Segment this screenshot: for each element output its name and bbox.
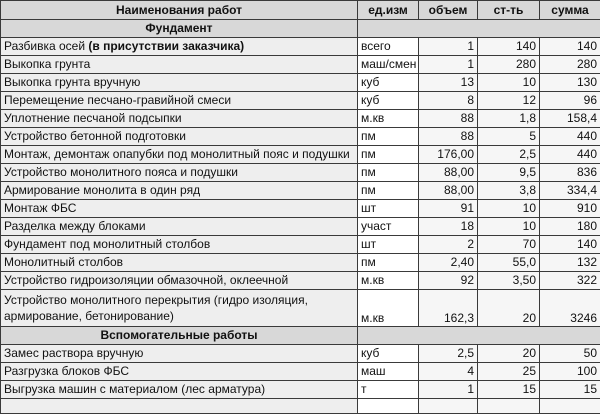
cell-work-name[interactable] xyxy=(1,164,358,182)
cell-price[interactable]: 1,8 xyxy=(478,110,540,128)
cell-sum[interactable]: 3246 xyxy=(540,290,600,327)
cell-price[interactable]: 280 xyxy=(478,56,540,74)
cell-price[interactable]: 140 xyxy=(478,38,540,56)
section-title[interactable]: Фундамент xyxy=(1,20,358,38)
cell-work-name[interactable] xyxy=(1,56,358,74)
cell-price[interactable]: 70 xyxy=(478,236,540,254)
table-row xyxy=(1,110,600,128)
work-name-text: Разгрузка блоков ФБС xyxy=(4,364,129,378)
cell-price[interactable] xyxy=(478,399,540,414)
cell-sum[interactable]: 322 xyxy=(540,272,600,290)
table-row xyxy=(1,345,600,363)
cell-work-name[interactable] xyxy=(1,290,358,327)
cell-sum[interactable]: 140 xyxy=(540,38,600,56)
cell-work-name[interactable] xyxy=(1,110,358,128)
section-title-filler[interactable] xyxy=(358,20,600,38)
table-body xyxy=(1,20,600,414)
cell-work-name[interactable] xyxy=(1,74,358,92)
cell-sum[interactable]: 180 xyxy=(540,218,600,236)
cell-sum[interactable]: 440 xyxy=(540,146,600,164)
table-row xyxy=(1,290,600,327)
cell-price[interactable]: 5 xyxy=(478,128,540,146)
cell-volume[interactable]: 13 xyxy=(419,74,478,92)
table-row xyxy=(1,399,600,414)
cell-volume[interactable]: 8 xyxy=(419,92,478,110)
cell-unit[interactable]: шт xyxy=(358,200,419,218)
table-row xyxy=(1,56,600,74)
table-row xyxy=(1,381,600,399)
cell-work-name[interactable] xyxy=(1,146,358,164)
header-price[interactable]: ст-ть xyxy=(478,1,540,20)
cell-work-name[interactable] xyxy=(1,182,358,200)
cell-sum[interactable]: 130 xyxy=(540,74,600,92)
work-name-text: Монтаж ФБС xyxy=(4,201,76,215)
cell-sum[interactable]: 158,4 xyxy=(540,110,600,128)
header-volume[interactable]: объем xyxy=(419,1,478,20)
cell-sum[interactable]: 140 xyxy=(540,236,600,254)
cell-work-name[interactable] xyxy=(1,254,358,272)
section-title[interactable]: Вспомогательные работы xyxy=(1,327,358,345)
work-name-text: Перемещение песчано-гравийной смеси xyxy=(4,93,231,107)
cell-sum[interactable]: 50 xyxy=(540,345,600,363)
cell-volume[interactable]: 176,00 xyxy=(419,146,478,164)
section-row xyxy=(1,20,600,38)
cell-price[interactable]: 20 xyxy=(478,290,540,327)
cell-price[interactable]: 10 xyxy=(478,74,540,92)
cell-unit[interactable]: шт xyxy=(358,236,419,254)
cell-price[interactable]: 2,5 xyxy=(478,146,540,164)
cell-price[interactable]: 10 xyxy=(478,218,540,236)
work-name-text: Выгрузка машин с материалом (лес арматура) xyxy=(4,382,265,396)
cell-volume[interactable]: 1 xyxy=(419,38,478,56)
table-row xyxy=(1,236,600,254)
work-name-text: Монтаж, демонтаж опапубки под монолитный пояс и подушки xyxy=(4,147,350,161)
work-name-text: Устройство монолитного перекрытия (гидро изоляция, армирование, бетонирование) xyxy=(4,293,308,323)
cell-sum[interactable]: 132 xyxy=(540,254,600,272)
work-name-text: Замес раствора вручную xyxy=(4,346,143,360)
cell-unit[interactable]: куб xyxy=(358,74,419,92)
cell-sum[interactable]: 100 xyxy=(540,363,600,381)
cell-unit[interactable] xyxy=(358,399,419,414)
section-row xyxy=(1,327,600,345)
work-name-text: Монолитный столбов xyxy=(4,255,123,269)
work-name-text: Разбивка осей xyxy=(4,39,85,53)
cell-price[interactable]: 3,8 xyxy=(478,182,540,200)
table-row xyxy=(1,272,600,290)
table-row xyxy=(1,128,600,146)
work-name-text: Фундамент под монолитный столбов xyxy=(4,237,210,251)
work-name-text: Разделка между блоками xyxy=(4,219,146,233)
cell-sum[interactable]: 440 xyxy=(540,128,600,146)
cell-unit[interactable]: маш/смен xyxy=(358,56,419,74)
cell-volume[interactable] xyxy=(419,399,478,414)
table-row xyxy=(1,218,600,236)
cell-volume[interactable]: 2,40 xyxy=(419,254,478,272)
work-name-note: (в присутствии заказчика) xyxy=(88,39,244,53)
cell-unit[interactable]: м.кв xyxy=(358,272,419,290)
cell-sum[interactable]: 836 xyxy=(540,164,600,182)
cell-unit[interactable]: всего xyxy=(358,38,419,56)
cell-sum[interactable]: 910 xyxy=(540,200,600,218)
cell-sum[interactable]: 15 xyxy=(540,381,600,399)
cell-unit[interactable]: м.кв xyxy=(358,110,419,128)
work-name-text: Выкопка грунта xyxy=(4,57,90,71)
cell-volume[interactable]: 1 xyxy=(419,56,478,74)
work-name-text: Устройство гидроизоляции обмазочной, оклеечной xyxy=(4,273,288,287)
cell-volume[interactable]: 2,5 xyxy=(419,345,478,363)
table-row xyxy=(1,182,600,200)
header-name[interactable]: Наименования работ xyxy=(1,1,358,20)
table-row xyxy=(1,92,600,110)
cell-price[interactable]: 25 xyxy=(478,363,540,381)
cell-unit[interactable]: участ xyxy=(358,218,419,236)
cell-unit[interactable]: т xyxy=(358,381,419,399)
cell-unit[interactable]: пм xyxy=(358,182,419,200)
cell-volume[interactable]: 2 xyxy=(419,236,478,254)
cell-unit[interactable]: пм xyxy=(358,146,419,164)
cell-work-name[interactable] xyxy=(1,38,358,56)
cell-unit[interactable]: куб xyxy=(358,345,419,363)
cell-unit[interactable]: куб xyxy=(358,92,419,110)
cell-sum[interactable]: 334,4 xyxy=(540,182,600,200)
cell-unit[interactable]: м.кв xyxy=(358,290,419,327)
cell-work-name[interactable] xyxy=(1,200,358,218)
cell-price[interactable]: 10 xyxy=(478,200,540,218)
table-row xyxy=(1,38,600,56)
table-row xyxy=(1,164,600,182)
work-name-text: Устройство монолитного пояса и подушки xyxy=(4,165,238,179)
section-title-filler[interactable] xyxy=(358,327,600,345)
cell-work-name[interactable] xyxy=(1,128,358,146)
cell-work-name[interactable] xyxy=(1,399,358,414)
cell-unit[interactable]: пм xyxy=(358,254,419,272)
cell-price[interactable]: 12 xyxy=(478,92,540,110)
work-name-text: Армирование монолита в один ряд xyxy=(4,183,200,197)
table-row xyxy=(1,200,600,218)
work-name-text: Выкопка грунта вручную xyxy=(4,75,140,89)
header-row xyxy=(1,1,600,20)
cell-price[interactable]: 55,0 xyxy=(478,254,540,272)
cell-volume[interactable]: 92 xyxy=(419,272,478,290)
cell-sum[interactable]: 280 xyxy=(540,56,600,74)
cell-sum[interactable] xyxy=(540,399,600,414)
table-row xyxy=(1,146,600,164)
cell-work-name[interactable] xyxy=(1,236,358,254)
cell-volume[interactable]: 88 xyxy=(419,128,478,146)
cell-volume[interactable]: 88,00 xyxy=(419,164,478,182)
header-unit[interactable]: ед.изм xyxy=(358,1,419,20)
work-name-text: Уплотнение песчаной подсыпки xyxy=(4,111,182,125)
cell-volume[interactable]: 91 xyxy=(419,200,478,218)
cell-work-name[interactable] xyxy=(1,381,358,399)
cell-volume[interactable]: 18 xyxy=(419,218,478,236)
table-row xyxy=(1,363,600,381)
cell-price[interactable]: 20 xyxy=(478,345,540,363)
work-name-text: Устройство бетонной подготовки xyxy=(4,129,186,143)
cell-volume[interactable]: 4 xyxy=(419,363,478,381)
cell-volume[interactable]: 1 xyxy=(419,381,478,399)
cell-volume[interactable]: 88,00 xyxy=(419,182,478,200)
table-row xyxy=(1,74,600,92)
cell-sum[interactable]: 96 xyxy=(540,92,600,110)
cell-price[interactable]: 9,5 xyxy=(478,164,540,182)
cell-price[interactable]: 15 xyxy=(478,381,540,399)
cell-unit[interactable]: пм xyxy=(358,128,419,146)
cell-work-name[interactable] xyxy=(1,92,358,110)
cell-unit[interactable]: пм xyxy=(358,164,419,182)
cell-price[interactable]: 3,50 xyxy=(478,272,540,290)
cell-unit[interactable]: маш xyxy=(358,363,419,381)
cell-work-name[interactable] xyxy=(1,363,358,381)
header-sum[interactable]: сумма xyxy=(540,1,600,20)
cell-work-name[interactable] xyxy=(1,345,358,363)
cell-work-name[interactable] xyxy=(1,272,358,290)
cell-volume[interactable]: 88 xyxy=(419,110,478,128)
table-row xyxy=(1,254,600,272)
cell-volume[interactable]: 162,3 xyxy=(419,290,478,327)
cell-work-name[interactable] xyxy=(1,218,358,236)
